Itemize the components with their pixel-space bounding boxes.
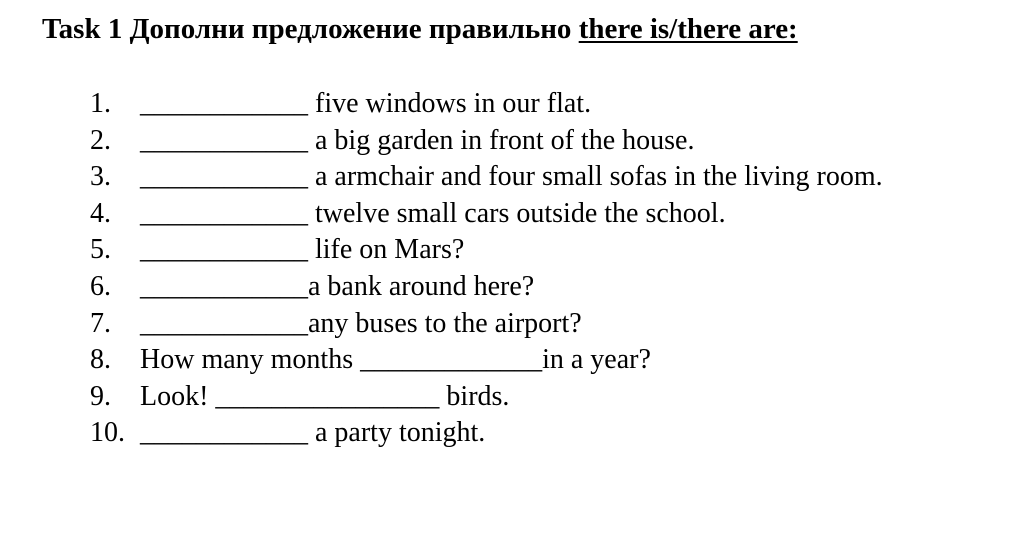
list-item xyxy=(0,379,1031,416)
item-sentence: Look! ________________ birds. xyxy=(140,380,510,412)
list-item xyxy=(0,159,1031,196)
item-sentence: ____________ five windows in our flat. xyxy=(140,88,592,119)
item-number: 1. xyxy=(90,88,111,119)
item-sentence: ____________ a party tonight. xyxy=(140,417,486,449)
item-sentence: ____________any buses to the airport? xyxy=(140,307,582,339)
item-number: 5. xyxy=(90,234,111,266)
item-sentence: ____________a bank around here? xyxy=(140,270,535,302)
item-number: 3. xyxy=(90,161,111,193)
task-heading-emphasis: there is/there are: xyxy=(578,13,798,45)
item-sentence: How many months _____________in a year? xyxy=(140,344,651,376)
item-sentence: ____________ twelve small cars outside the school. xyxy=(140,197,726,229)
item-number: 6. xyxy=(90,270,111,302)
list-item xyxy=(0,342,1031,379)
list-item xyxy=(0,269,1031,306)
item-number: 2. xyxy=(90,124,111,156)
item-sentence: ____________ life on Mars? xyxy=(140,234,465,266)
item-sentence: ____________ a big garden in front of the house. xyxy=(140,124,695,156)
list-item xyxy=(0,86,1031,123)
task-heading xyxy=(42,11,798,47)
item-number: 9. xyxy=(90,380,111,412)
list-item xyxy=(0,306,1031,343)
item-number: 10. xyxy=(90,417,125,449)
list-item xyxy=(0,196,1031,233)
item-sentence: ____________ a armchair and four small sofas in the living room. xyxy=(140,161,883,193)
task-heading-prefix: Task 1 Дополни предложение правильно xyxy=(42,13,579,45)
list-item xyxy=(0,415,1031,452)
item-number: 4. xyxy=(90,197,111,229)
item-number: 8. xyxy=(90,344,111,376)
exercise-list xyxy=(0,86,1031,452)
item-number: 7. xyxy=(90,307,111,339)
list-item xyxy=(0,123,1031,160)
list-item xyxy=(0,232,1031,269)
